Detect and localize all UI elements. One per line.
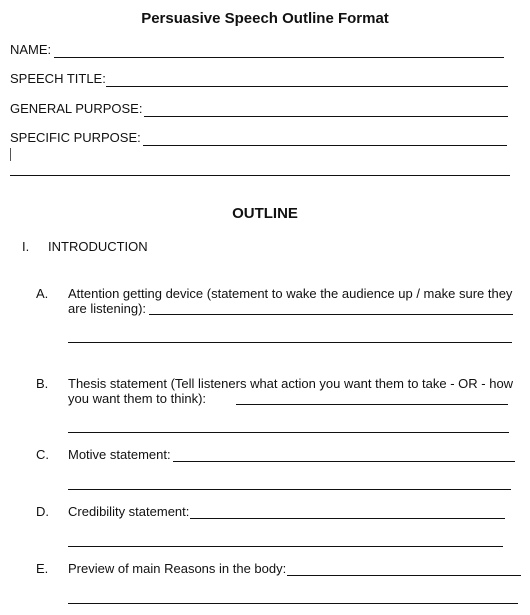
general-purpose-label: GENERAL PURPOSE: [10, 101, 143, 116]
speech-title-label: SPEECH TITLE: [10, 71, 106, 86]
speech-title-field-line[interactable] [106, 86, 508, 87]
item-c-answer-line-2[interactable] [68, 489, 511, 490]
item-d-answer-line-2[interactable] [68, 546, 503, 547]
item-b-text-line1: Thesis statement (Tell listeners what action you want them to take - OR - how [68, 376, 514, 391]
item-e-answer-line-2[interactable] [68, 603, 518, 604]
outline-heading: OUTLINE [232, 205, 298, 222]
specific-purpose-continuation-line[interactable] [10, 175, 510, 176]
item-b-text-line2: you want them to think): [68, 391, 207, 406]
item-c-answer-line[interactable] [173, 461, 515, 462]
item-d-letter: D. [36, 504, 49, 519]
text-cursor [10, 148, 11, 161]
item-a-letter: A. [36, 286, 49, 301]
section-numeral: I. [22, 239, 30, 254]
item-c-letter: C. [36, 447, 49, 462]
document-title: Persuasive Speech Outline Format [141, 10, 389, 27]
item-b-answer-line[interactable] [236, 404, 508, 405]
item-e-letter: E. [36, 561, 49, 576]
item-a-text-line1: Attention getting device (statement to wake the audience up / make sure they [68, 286, 513, 301]
name-label: NAME: [10, 42, 52, 57]
general-purpose-field-line[interactable] [144, 116, 508, 117]
item-b-answer-line-2[interactable] [68, 432, 509, 433]
item-b-letter: B. [36, 376, 49, 391]
item-e-text: Preview of main Reasons in the body: [68, 561, 287, 576]
item-a-answer-line-2[interactable] [68, 342, 512, 343]
item-a-text-line2: are listening): [68, 301, 147, 316]
item-d-text: Credibility statement: [68, 504, 190, 519]
item-e-answer-line[interactable] [287, 575, 521, 576]
item-a-answer-line[interactable] [149, 314, 513, 315]
section-title: INTRODUCTION [48, 239, 148, 254]
specific-purpose-label: SPECIFIC PURPOSE: [10, 130, 141, 145]
specific-purpose-field-line[interactable] [143, 145, 507, 146]
name-field-line[interactable] [54, 57, 504, 58]
item-c-text: Motive statement: [68, 447, 171, 462]
item-d-answer-line[interactable] [190, 518, 505, 519]
